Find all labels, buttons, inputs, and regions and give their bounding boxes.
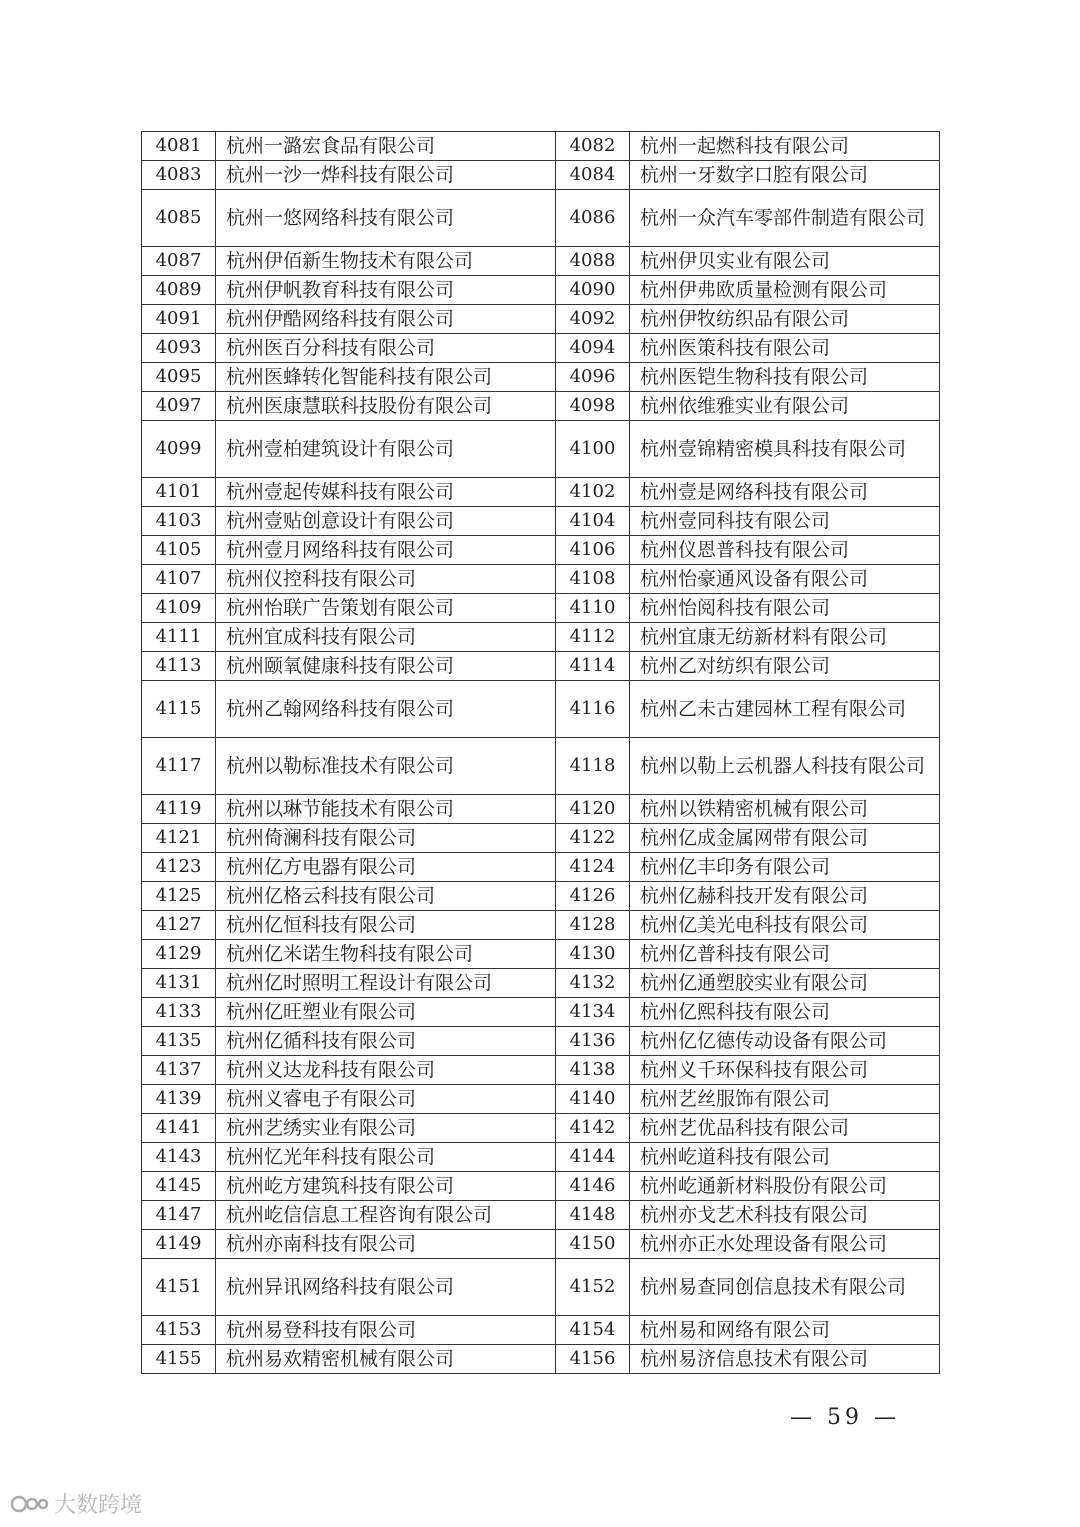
row-number: 4126 — [556, 882, 630, 911]
company-name: 杭州仪控科技有限公司 — [216, 565, 556, 594]
row-number: 4127 — [142, 911, 216, 940]
company-name: 杭州易登科技有限公司 — [216, 1316, 556, 1345]
table-row — [142, 652, 940, 681]
row-number: 4150 — [556, 1230, 630, 1259]
company-name: 杭州亿恒科技有限公司 — [216, 911, 556, 940]
company-name: 杭州一悠网络科技有限公司 — [216, 190, 556, 247]
row-number: 4119 — [142, 795, 216, 824]
company-name: 杭州一起燃科技有限公司 — [630, 132, 940, 161]
company-name: 杭州伊牧纺织品有限公司 — [630, 305, 940, 334]
table-row — [142, 1172, 940, 1201]
table-row — [142, 998, 940, 1027]
row-number: 4133 — [142, 998, 216, 1027]
page-number: — 59 — — [790, 1405, 900, 1430]
company-name: 杭州壹贴创意设计有限公司 — [216, 507, 556, 536]
company-name: 杭州以勒标准技术有限公司 — [216, 738, 556, 795]
company-name: 杭州亿美光电科技有限公司 — [630, 911, 940, 940]
row-number: 4131 — [142, 969, 216, 998]
company-name: 杭州忆光年科技有限公司 — [216, 1143, 556, 1172]
row-number: 4120 — [556, 795, 630, 824]
row-number: 4153 — [142, 1316, 216, 1345]
table-row — [142, 882, 940, 911]
row-number: 4125 — [142, 882, 216, 911]
table-row — [142, 623, 940, 652]
table-row — [142, 795, 940, 824]
row-number: 4134 — [556, 998, 630, 1027]
company-name: 杭州颐氧健康科技有限公司 — [216, 652, 556, 681]
table-row — [142, 507, 940, 536]
table-row — [142, 1259, 940, 1316]
row-number: 4108 — [556, 565, 630, 594]
row-number: 4099 — [142, 421, 216, 478]
company-name: 杭州乙未古建园林工程有限公司 — [630, 681, 940, 738]
row-number: 4082 — [556, 132, 630, 161]
company-name: 杭州亿时照明工程设计有限公司 — [216, 969, 556, 998]
company-name: 杭州异讯网络科技有限公司 — [216, 1259, 556, 1316]
company-name: 杭州亦正水处理设备有限公司 — [630, 1230, 940, 1259]
company-name: 杭州艺优品科技有限公司 — [630, 1114, 940, 1143]
row-number: 4141 — [142, 1114, 216, 1143]
row-number: 4117 — [142, 738, 216, 795]
row-number: 4097 — [142, 392, 216, 421]
table-row — [142, 392, 940, 421]
row-number: 4104 — [556, 507, 630, 536]
row-number: 4106 — [556, 536, 630, 565]
table-row — [142, 1114, 940, 1143]
company-name: 杭州宜成科技有限公司 — [216, 623, 556, 652]
row-number: 4107 — [142, 565, 216, 594]
table-row — [142, 132, 940, 161]
table-row — [142, 681, 940, 738]
table-row — [142, 969, 940, 998]
row-number: 4112 — [556, 623, 630, 652]
company-name: 杭州伊佰新生物技术有限公司 — [216, 247, 556, 276]
row-number: 4088 — [556, 247, 630, 276]
row-number: 4090 — [556, 276, 630, 305]
row-number: 4096 — [556, 363, 630, 392]
company-name: 杭州义睿电子有限公司 — [216, 1085, 556, 1114]
row-number: 4087 — [142, 247, 216, 276]
table-row — [142, 1316, 940, 1345]
row-number: 4128 — [556, 911, 630, 940]
row-number: 4092 — [556, 305, 630, 334]
company-name: 杭州壹柏建筑设计有限公司 — [216, 421, 556, 478]
row-number: 4124 — [556, 853, 630, 882]
table-row — [142, 478, 940, 507]
company-name: 杭州怡豪通风设备有限公司 — [630, 565, 940, 594]
company-name: 杭州亿米诺生物科技有限公司 — [216, 940, 556, 969]
table-row — [142, 1143, 940, 1172]
row-number: 4086 — [556, 190, 630, 247]
row-number: 4111 — [142, 623, 216, 652]
table-row — [142, 824, 940, 853]
table-row — [142, 363, 940, 392]
table-row — [142, 911, 940, 940]
company-name: 杭州医策科技有限公司 — [630, 334, 940, 363]
company-name: 杭州伊酷网络科技有限公司 — [216, 305, 556, 334]
row-number: 4122 — [556, 824, 630, 853]
table-row — [142, 738, 940, 795]
company-name: 杭州倚澜科技有限公司 — [216, 824, 556, 853]
row-number: 4155 — [142, 1345, 216, 1374]
table-row — [142, 334, 940, 363]
company-name: 杭州医百分科技有限公司 — [216, 334, 556, 363]
row-number: 4140 — [556, 1085, 630, 1114]
table-row — [142, 190, 940, 247]
table-row — [142, 1230, 940, 1259]
row-number: 4152 — [556, 1259, 630, 1316]
company-name: 杭州伊贝实业有限公司 — [630, 247, 940, 276]
company-name: 杭州壹同科技有限公司 — [630, 507, 940, 536]
company-name: 杭州医康慧联科技股份有限公司 — [216, 392, 556, 421]
table-row — [142, 161, 940, 190]
row-number: 4146 — [556, 1172, 630, 1201]
company-name: 杭州以琳节能技术有限公司 — [216, 795, 556, 824]
watermark — [10, 1488, 142, 1519]
table-row — [142, 565, 940, 594]
row-number: 4136 — [556, 1027, 630, 1056]
company-name: 杭州壹是网络科技有限公司 — [630, 478, 940, 507]
table-row — [142, 594, 940, 623]
company-name: 杭州艺绣实业有限公司 — [216, 1114, 556, 1143]
row-number: 4083 — [142, 161, 216, 190]
company-list-table — [141, 131, 940, 1374]
company-name: 杭州乙对纺织有限公司 — [630, 652, 940, 681]
company-name: 杭州一沙一烨科技有限公司 — [216, 161, 556, 190]
company-name: 杭州亿亿德传动设备有限公司 — [630, 1027, 940, 1056]
row-number: 4149 — [142, 1230, 216, 1259]
row-number: 4084 — [556, 161, 630, 190]
row-number: 4145 — [142, 1172, 216, 1201]
row-number: 4135 — [142, 1027, 216, 1056]
company-name: 杭州易查同创信息技术有限公司 — [630, 1259, 940, 1316]
company-name: 杭州伊弗欧质量检测有限公司 — [630, 276, 940, 305]
table-row — [142, 305, 940, 334]
row-number: 4115 — [142, 681, 216, 738]
row-number: 4105 — [142, 536, 216, 565]
company-name: 杭州亿循科技有限公司 — [216, 1027, 556, 1056]
row-number: 4085 — [142, 190, 216, 247]
company-name: 杭州亿丰印务有限公司 — [630, 853, 940, 882]
company-name: 杭州一牙数字口腔有限公司 — [630, 161, 940, 190]
company-name: 杭州一众汽车零部件制造有限公司 — [630, 190, 940, 247]
row-number: 4114 — [556, 652, 630, 681]
company-name: 杭州以勒上云机器人科技有限公司 — [630, 738, 940, 795]
table-body — [142, 132, 940, 1374]
row-number: 4113 — [142, 652, 216, 681]
company-name: 杭州医铠生物科技有限公司 — [630, 363, 940, 392]
row-number: 4121 — [142, 824, 216, 853]
company-name: 杭州屹通新材料股份有限公司 — [630, 1172, 940, 1201]
company-name: 杭州艺丝服饰有限公司 — [630, 1085, 940, 1114]
company-name: 杭州易济信息技术有限公司 — [630, 1345, 940, 1374]
company-name: 杭州屹方建筑科技有限公司 — [216, 1172, 556, 1201]
company-name: 杭州亦南科技有限公司 — [216, 1230, 556, 1259]
row-number: 4094 — [556, 334, 630, 363]
row-number: 4109 — [142, 594, 216, 623]
table-row — [142, 276, 940, 305]
company-name: 杭州仪恩普科技有限公司 — [630, 536, 940, 565]
row-number: 4154 — [556, 1316, 630, 1345]
company-name: 杭州宜康无纺新材料有限公司 — [630, 623, 940, 652]
table-row — [142, 1027, 940, 1056]
company-name: 杭州亿格云科技有限公司 — [216, 882, 556, 911]
row-number: 4118 — [556, 738, 630, 795]
row-number: 4116 — [556, 681, 630, 738]
row-number: 4129 — [142, 940, 216, 969]
row-number: 4089 — [142, 276, 216, 305]
company-name: 杭州亿赫科技开发有限公司 — [630, 882, 940, 911]
row-number: 4098 — [556, 392, 630, 421]
company-name: 杭州屹信信息工程咨询有限公司 — [216, 1201, 556, 1230]
row-number: 4156 — [556, 1345, 630, 1374]
row-number: 4142 — [556, 1114, 630, 1143]
company-name: 杭州伊帆教育科技有限公司 — [216, 276, 556, 305]
row-number: 4143 — [142, 1143, 216, 1172]
row-number: 4139 — [142, 1085, 216, 1114]
company-name: 杭州易和网络有限公司 — [630, 1316, 940, 1345]
row-number: 4101 — [142, 478, 216, 507]
table-row — [142, 1085, 940, 1114]
company-name: 杭州易欢精密机械有限公司 — [216, 1345, 556, 1374]
watermark-logo-icon — [10, 1493, 50, 1515]
company-name: 杭州亿通塑胶实业有限公司 — [630, 969, 940, 998]
watermark-text: 大数跨境 — [54, 1493, 143, 1518]
company-name: 杭州以铁精密机械有限公司 — [630, 795, 940, 824]
company-name: 杭州壹锦精密模具科技有限公司 — [630, 421, 940, 478]
table-row — [142, 247, 940, 276]
company-name: 杭州怡联广告策划有限公司 — [216, 594, 556, 623]
company-name: 杭州屹道科技有限公司 — [630, 1143, 940, 1172]
company-name: 杭州乙翰网络科技有限公司 — [216, 681, 556, 738]
company-name: 杭州义千环保科技有限公司 — [630, 1056, 940, 1085]
table-row — [142, 421, 940, 478]
row-number: 4100 — [556, 421, 630, 478]
company-name: 杭州亿旺塑业有限公司 — [216, 998, 556, 1027]
table-row — [142, 853, 940, 882]
company-name: 杭州亿熙科技有限公司 — [630, 998, 940, 1027]
row-number: 4123 — [142, 853, 216, 882]
company-name: 杭州亿方电器有限公司 — [216, 853, 556, 882]
row-number: 4148 — [556, 1201, 630, 1230]
company-name: 杭州依维雅实业有限公司 — [630, 392, 940, 421]
row-number: 4103 — [142, 507, 216, 536]
row-number: 4095 — [142, 363, 216, 392]
company-name: 杭州亿成金属网带有限公司 — [630, 824, 940, 853]
row-number: 4081 — [142, 132, 216, 161]
company-name: 杭州义达龙科技有限公司 — [216, 1056, 556, 1085]
row-number: 4102 — [556, 478, 630, 507]
table-row — [142, 940, 940, 969]
table-row — [142, 1201, 940, 1230]
company-name: 杭州壹月网络科技有限公司 — [216, 536, 556, 565]
row-number: 4138 — [556, 1056, 630, 1085]
row-number: 4137 — [142, 1056, 216, 1085]
table-row — [142, 1056, 940, 1085]
company-name: 杭州亿普科技有限公司 — [630, 940, 940, 969]
row-number: 4144 — [556, 1143, 630, 1172]
row-number: 4091 — [142, 305, 216, 334]
row-number: 4151 — [142, 1259, 216, 1316]
row-number: 4130 — [556, 940, 630, 969]
row-number: 4132 — [556, 969, 630, 998]
row-number: 4093 — [142, 334, 216, 363]
row-number: 4110 — [556, 594, 630, 623]
table-row — [142, 536, 940, 565]
company-name: 杭州壹起传媒科技有限公司 — [216, 478, 556, 507]
company-name: 杭州怡阅科技有限公司 — [630, 594, 940, 623]
company-name: 杭州医蜂转化智能科技有限公司 — [216, 363, 556, 392]
row-number: 4147 — [142, 1201, 216, 1230]
company-name: 杭州一潞宏食品有限公司 — [216, 132, 556, 161]
company-name: 杭州亦戈艺术科技有限公司 — [630, 1201, 940, 1230]
table-row — [142, 1345, 940, 1374]
